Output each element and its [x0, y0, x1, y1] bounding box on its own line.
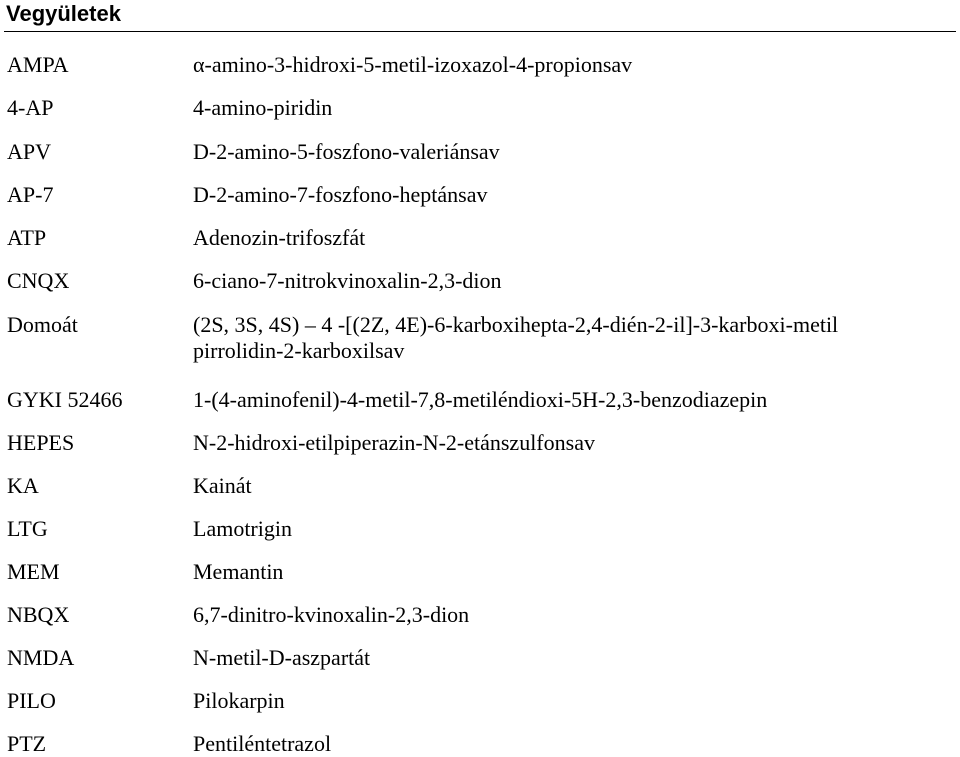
- compound-name-line: Pentiléntetrazol: [193, 731, 332, 756]
- compound-name-line: 1-(4-aminofenil)-4-metil-7,8-metiléndioxi-5H-2,3-benzodiazepin: [193, 387, 768, 412]
- compound-name-line: pirrolidin-2-karboxilsav: [193, 338, 405, 363]
- compound-name-line: D-2-amino-7-foszfono-heptánsav: [193, 182, 488, 207]
- compound-name-line: Memantin: [193, 559, 284, 584]
- compound-abbreviation: AMPA: [7, 52, 69, 77]
- compound-name: [193, 95, 957, 121]
- compound-name: [193, 688, 957, 714]
- compound-abbreviation: Domoát: [7, 312, 78, 337]
- compound-name-line: Kainát: [193, 473, 252, 498]
- heading-underline: [4, 31, 956, 32]
- compound-name: [193, 52, 957, 78]
- compound-name: [193, 139, 957, 165]
- compound-abbreviation: APV: [7, 139, 52, 164]
- compound-name: [193, 268, 957, 294]
- compound-abbreviation: AP-7: [7, 182, 54, 207]
- compound-abbreviation: ATP: [7, 225, 47, 250]
- compound-abbreviation: NMDA: [7, 645, 75, 670]
- compound-name: [193, 182, 957, 208]
- compound-name-line: D-2-amino-5-foszfono-valeriánsav: [193, 139, 500, 164]
- compound-abbreviation: MEM: [7, 559, 60, 584]
- compound-abbreviation: LTG: [7, 516, 48, 541]
- compound-name-line: N-metil-D-aszpartát: [193, 645, 371, 670]
- compound-name-line: 6-ciano-7-nitrokvinoxalin-2,3-dion: [193, 268, 502, 293]
- compound-name: [193, 225, 957, 251]
- compound-name-line: 6,7-dinitro-kvinoxalin-2,3-dion: [193, 602, 470, 627]
- compound-name-line: N-2-hidroxi-etilpiperazin-N-2-etánszulfonsav: [193, 430, 595, 455]
- compound-name: [193, 602, 957, 628]
- compound-name-line: Adenozin-trifoszfát: [193, 225, 366, 250]
- compound-name: [193, 559, 957, 585]
- compound-abbreviation: HEPES: [7, 430, 75, 455]
- compound-abbreviation: NBQX: [7, 602, 70, 627]
- compound-abbreviation: PTZ: [7, 731, 47, 756]
- compound-name: [193, 731, 957, 757]
- compound-name: [193, 473, 957, 499]
- compound-name: [193, 516, 957, 542]
- compound-name-line: (2S, 3S, 4S) – 4 -[(2Z, 4E)-6-karboxihepta-2,4-dién-2-il]-3-karboxi-metil: [193, 312, 839, 337]
- compound-name: [193, 430, 957, 456]
- compound-name-line: Pilokarpin: [193, 688, 285, 713]
- section-heading: Vegyületek: [6, 1, 121, 26]
- compound-name: [193, 312, 957, 364]
- compound-abbreviation: 4-AP: [7, 95, 54, 120]
- compound-name: [193, 387, 957, 413]
- compound-abbreviation: GYKI 52466: [7, 387, 123, 412]
- compound-abbreviation: KA: [7, 473, 39, 498]
- compound-name-line: α-amino-3-hidroxi-5-metil-izoxazol-4-propionsav: [193, 52, 633, 77]
- compound-abbreviation: CNQX: [7, 268, 70, 293]
- compound-name-line: 4-amino-piridin: [193, 95, 333, 120]
- compound-abbreviation: PILO: [7, 688, 56, 713]
- compound-name-line: Lamotrigin: [193, 516, 292, 541]
- compound-name: [193, 645, 957, 671]
